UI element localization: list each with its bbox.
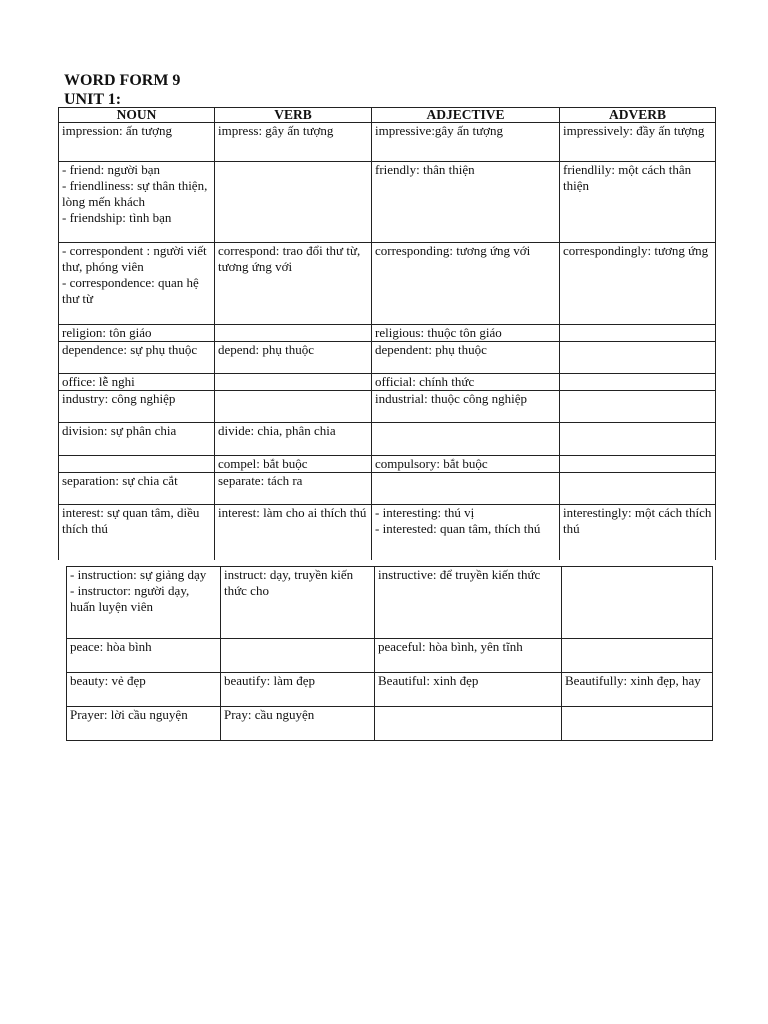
cell-text: official: chính thức	[375, 374, 475, 389]
cell-adjective	[372, 123, 560, 162]
cell-text: industry: công nghiệp	[62, 391, 176, 406]
table-row	[67, 639, 713, 673]
table-row	[59, 243, 716, 325]
table-row	[59, 374, 716, 391]
cell-text: office: lễ nghi	[62, 374, 135, 389]
cell-text: depend: phụ thuộc	[218, 342, 315, 357]
cell-verb	[215, 456, 372, 473]
cell-adverb	[560, 374, 716, 391]
cell-adverb	[560, 473, 716, 505]
cell-adverb	[562, 639, 713, 673]
cell-verb	[215, 473, 372, 505]
table-row	[59, 456, 716, 473]
cell-adjective	[372, 505, 560, 560]
cell-adjective	[372, 456, 560, 473]
cell-adverb	[560, 423, 716, 456]
cell-text: - interested: quan tâm, thích thú	[375, 521, 541, 536]
cell-text: correspond: trao đổi thư từ, tương ứng với	[218, 243, 361, 274]
header-verb: VERB	[215, 108, 372, 123]
cell-text: correspondingly: tương ứng	[563, 243, 709, 258]
cell-adjective	[372, 423, 560, 456]
cell-verb	[221, 707, 375, 741]
cell-text: Beautifully: xinh đẹp, hay	[565, 673, 701, 688]
cell-text: friendlily: một cách thân thiện	[563, 162, 692, 193]
table-row	[59, 342, 716, 374]
cell-noun	[59, 473, 215, 505]
cell-noun	[59, 325, 215, 342]
cell-noun	[59, 505, 215, 560]
table-row	[59, 505, 716, 560]
cell-adverb	[560, 391, 716, 423]
cell-noun	[67, 707, 221, 741]
cell-text: interest: sự quan tâm, diều thích thú	[62, 505, 200, 536]
cell-noun	[59, 391, 215, 423]
cell-verb	[221, 567, 375, 639]
word-form-table	[58, 107, 716, 560]
cell-text: - correspondence: quan hệ thư từ	[62, 275, 199, 306]
unit-label: UNIT 1:	[64, 91, 122, 108]
table-row	[67, 567, 713, 639]
page-title: WORD FORM 9	[64, 72, 181, 89]
cell-adverb	[560, 123, 716, 162]
cell-noun	[59, 162, 215, 243]
cell-noun	[59, 243, 215, 325]
cell-text: - correspondent : người viết thư, phóng viên	[62, 243, 207, 274]
cell-verb	[215, 123, 372, 162]
cell-adjective	[372, 325, 560, 342]
table-header-row	[59, 108, 716, 123]
table-row	[59, 473, 716, 505]
cell-verb	[215, 342, 372, 374]
header-adverb: ADVERB	[560, 108, 716, 123]
cell-text: - friend: người bạn	[62, 162, 161, 177]
cell-noun	[67, 639, 221, 673]
cell-adjective	[372, 473, 560, 505]
cell-text: Pray: cầu nguyện	[224, 707, 315, 722]
cell-adverb	[562, 707, 713, 741]
cell-text: Prayer: lời cầu nguyện	[70, 707, 188, 722]
cell-adjective	[375, 639, 562, 673]
cell-adjective	[372, 391, 560, 423]
cell-noun	[59, 342, 215, 374]
header-adjective: ADJECTIVE	[372, 108, 560, 123]
cell-text: Beautiful: xinh đẹp	[378, 673, 479, 688]
cell-adjective	[372, 243, 560, 325]
cell-text: impressive:gây ấn tượng	[375, 123, 504, 138]
cell-verb	[215, 505, 372, 560]
cell-text: compulsory: bắt buộc	[375, 456, 488, 471]
table-row	[59, 162, 716, 243]
cell-text: interestingly: một cách thích thú	[563, 505, 712, 536]
cell-text: instruct: dạy, truyền kiến thức cho	[224, 567, 354, 598]
table-row	[59, 123, 716, 162]
cell-text: religion: tôn giáo	[62, 325, 152, 340]
cell-text: division: sự phân chia	[62, 423, 177, 438]
cell-adverb	[562, 567, 713, 639]
cell-text: - instruction: sự giảng dạy	[70, 567, 207, 582]
cell-adverb	[560, 162, 716, 243]
cell-adverb	[560, 342, 716, 374]
cell-text: instructive: để truyền kiến thức	[378, 567, 541, 582]
cell-text: impressively: đầy ấn tượng	[563, 123, 705, 138]
cell-text: impress: gây ấn tượng	[218, 123, 334, 138]
cell-text: compel: bắt buộc	[218, 456, 308, 471]
cell-text: industrial: thuộc công nghiệp	[375, 391, 528, 406]
cell-text: interest: làm cho ai thích thú	[218, 505, 367, 520]
cell-adjective	[372, 374, 560, 391]
cell-adjective	[372, 342, 560, 374]
cell-verb	[215, 243, 372, 325]
cell-text: separate: tách ra	[218, 473, 303, 488]
cell-text: separation: sự chia cắt	[62, 473, 178, 488]
cell-text: peaceful: hòa bình, yên tĩnh	[378, 639, 523, 654]
cell-text: - instructor: người dạy, huấn luyện viên	[70, 583, 190, 614]
table-row	[59, 391, 716, 423]
cell-verb	[215, 374, 372, 391]
cell-verb	[215, 325, 372, 342]
cell-adverb	[560, 456, 716, 473]
cell-text: religious: thuộc tôn giáo	[375, 325, 502, 340]
cell-text: beautify: làm đẹp	[224, 673, 315, 688]
cell-verb	[221, 639, 375, 673]
cell-noun	[59, 374, 215, 391]
cell-noun	[67, 567, 221, 639]
cell-text: dependence: sự phụ thuộc	[62, 342, 198, 357]
cell-adverb	[560, 243, 716, 325]
cell-text: divide: chia, phân chia	[218, 423, 336, 438]
table-row	[67, 707, 713, 741]
cell-adjective	[375, 567, 562, 639]
cell-text: impression: ấn tượng	[62, 123, 172, 138]
cell-text: beauty: vẻ đẹp	[70, 673, 146, 688]
cell-adjective	[372, 162, 560, 243]
cell-text: dependent: phụ thuộc	[375, 342, 487, 357]
cell-noun	[59, 123, 215, 162]
header-noun: NOUN	[59, 108, 215, 123]
cell-verb	[215, 162, 372, 243]
cell-adverb	[560, 505, 716, 560]
cell-adjective	[375, 707, 562, 741]
cell-verb	[215, 423, 372, 456]
cell-adverb	[560, 325, 716, 342]
cell-noun	[59, 423, 215, 456]
cell-adjective	[375, 673, 562, 707]
cell-verb	[215, 391, 372, 423]
cell-text: - friendship: tình bạn	[62, 210, 172, 225]
table-row	[67, 673, 713, 707]
table-row	[59, 325, 716, 342]
cell-adverb	[562, 673, 713, 707]
cell-verb	[221, 673, 375, 707]
cell-text: corresponding: tương ứng với	[375, 243, 531, 258]
cell-noun	[67, 673, 221, 707]
cell-text: - interesting: thú vị	[375, 505, 475, 520]
word-form-table-continued	[66, 566, 713, 741]
cell-text: peace: hòa bình	[70, 639, 152, 654]
cell-text: - friendliness: sự thân thiện, lòng mến khách	[62, 178, 208, 209]
cell-text: friendly: thân thiện	[375, 162, 475, 177]
cell-noun	[59, 456, 215, 473]
table-row	[59, 423, 716, 456]
